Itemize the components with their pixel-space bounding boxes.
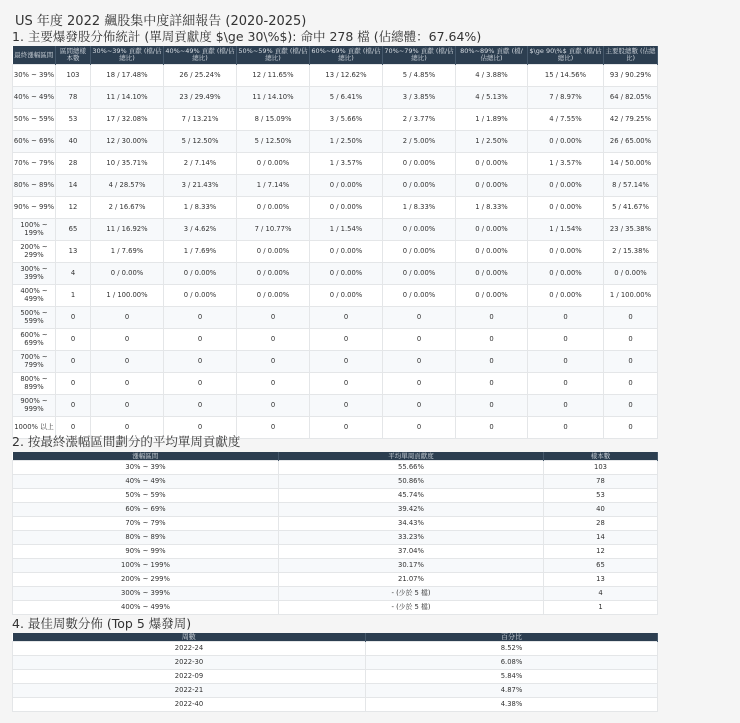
table-cell: 0	[456, 307, 528, 329]
table-cell: 0	[164, 373, 237, 395]
table-cell: 0	[310, 351, 383, 373]
table-cell: 0	[456, 395, 528, 417]
table-cell: 0 / 0.00%	[456, 263, 528, 285]
table-cell: 0 / 0.00%	[383, 285, 456, 307]
table-cell: 0 / 0.00%	[310, 263, 383, 285]
table-cell: 4	[56, 263, 91, 285]
table-cell: 2022-24	[13, 642, 366, 656]
table-cell: 1 / 8.33%	[383, 197, 456, 219]
table-cell: 50.86%	[279, 475, 544, 489]
table-cell: 8 / 57.14%	[604, 175, 658, 197]
table-cell: 2 / 3.77%	[383, 109, 456, 131]
table-cell: 3 / 21.43%	[164, 175, 237, 197]
table-cell: 37.04%	[279, 545, 544, 559]
table-cell: 0	[456, 351, 528, 373]
table-cell: 300% ~ 399%	[13, 263, 56, 285]
table-row	[13, 241, 658, 263]
table-cell: 0	[237, 373, 310, 395]
table-cell: 2022-40	[13, 698, 366, 712]
table-cell: 5 / 12.50%	[164, 131, 237, 153]
table-cell: 70% ~ 79%	[13, 517, 279, 531]
table-row	[13, 131, 658, 153]
column-header: 百分比	[366, 633, 658, 642]
table-cell: 11 / 16.92%	[91, 219, 164, 241]
table-cell: 40% ~ 49%	[13, 87, 56, 109]
table-cell: 0	[91, 417, 164, 439]
table-cell: 13	[544, 573, 658, 587]
table-cell: 0	[56, 329, 91, 351]
table-cell: 0 / 0.00%	[456, 175, 528, 197]
table-cell: 2022-30	[13, 656, 366, 670]
table-cell: 0	[310, 329, 383, 351]
table-cell: 0	[237, 307, 310, 329]
table-cell: 0 / 0.00%	[383, 241, 456, 263]
table-row	[13, 109, 658, 131]
table-cell: 78	[56, 87, 91, 109]
table-row	[13, 461, 658, 475]
table-cell: 0	[528, 417, 604, 439]
table-cell: 400% ~ 499%	[13, 285, 56, 307]
table-cell: 0	[56, 351, 91, 373]
table-cell: 0 / 0.00%	[310, 241, 383, 263]
table-cell: 18 / 17.48%	[91, 65, 164, 87]
table-row	[13, 373, 658, 395]
table-cell: 0 / 0.00%	[383, 263, 456, 285]
table-cell: 1000% 以上	[13, 417, 56, 439]
table-cell: 13 / 12.62%	[310, 65, 383, 87]
table-cell: 3 / 4.62%	[164, 219, 237, 241]
table-cell: 1	[56, 285, 91, 307]
table-cell: 21.07%	[279, 573, 544, 587]
table-cell: 17 / 32.08%	[91, 109, 164, 131]
table-cell: 0	[456, 373, 528, 395]
table-cell: 0	[91, 351, 164, 373]
table-row	[13, 351, 658, 373]
table-cell: 0	[604, 395, 658, 417]
column-header: 50%~59% 貢獻 (檔/佔總比)	[237, 46, 310, 65]
table-cell: 12	[56, 197, 91, 219]
column-header: 60%~69% 貢獻 (檔/佔總比)	[310, 46, 383, 65]
table-cell: 1 / 2.50%	[310, 131, 383, 153]
table-cell: 4 / 28.57%	[91, 175, 164, 197]
table-cell: 103	[56, 65, 91, 87]
table-cell: 4	[544, 587, 658, 601]
table-cell: 0	[164, 395, 237, 417]
table-cell: 0 / 0.00%	[310, 285, 383, 307]
table-cell: 0	[528, 307, 604, 329]
table-cell: 2 / 16.67%	[91, 197, 164, 219]
table-cell: 80% ~ 89%	[13, 175, 56, 197]
table-cell: 65	[544, 559, 658, 573]
table-cell: 300% ~ 399%	[13, 587, 279, 601]
table-row	[13, 587, 658, 601]
table-cell: 3 / 5.66%	[310, 109, 383, 131]
table-cell: 103	[544, 461, 658, 475]
table-cell: 600% ~ 699%	[13, 329, 56, 351]
column-header: 70%~79% 貢獻 (檔/佔總比)	[383, 46, 456, 65]
table-cell: 0	[604, 417, 658, 439]
table-cell: 0 / 0.00%	[528, 241, 604, 263]
column-header: 最終漲幅區間	[13, 46, 56, 65]
table-cell: 5 / 6.41%	[310, 87, 383, 109]
table-cell: 4 / 3.88%	[456, 65, 528, 87]
table-cell: 0 / 0.00%	[383, 175, 456, 197]
table-cell: 4.38%	[366, 698, 658, 712]
table-cell: 42 / 79.25%	[604, 109, 658, 131]
table-cell: 0 / 0.00%	[237, 153, 310, 175]
table-cell: 1	[544, 601, 658, 615]
table-cell: - (少於 5 檔)	[279, 587, 544, 601]
table-cell: 1 / 7.14%	[237, 175, 310, 197]
table-cell: 0 / 0.00%	[383, 153, 456, 175]
table-cell: 0	[528, 351, 604, 373]
table-cell: 30% ~ 39%	[13, 65, 56, 87]
table-cell: 0	[164, 351, 237, 373]
table-cell: 0 / 0.00%	[528, 197, 604, 219]
table-cell: 34.43%	[279, 517, 544, 531]
table-cell: 0 / 0.00%	[237, 263, 310, 285]
table-header-row	[13, 452, 658, 461]
table-cell: 0	[528, 329, 604, 351]
table-cell: 0	[91, 329, 164, 351]
table-cell: 0 / 0.00%	[310, 175, 383, 197]
table-cell: 0	[237, 329, 310, 351]
table-row	[13, 219, 658, 241]
table-cell: 4 / 7.55%	[528, 109, 604, 131]
table-cell: 0	[91, 307, 164, 329]
section1-title: 1. 主要爆發股分佈統計 (單周貢獻度 $\ge 30\%$): 命中 278 檔 (佔總體：67.64%)	[12, 29, 482, 44]
table-cell: 39.42%	[279, 503, 544, 517]
table-cell: 5 / 41.67%	[604, 197, 658, 219]
table-cell: 78	[544, 475, 658, 489]
table-cell: 0	[456, 329, 528, 351]
table-row	[13, 475, 658, 489]
table-cell: 100% ~ 199%	[13, 559, 279, 573]
table-cell: 0	[310, 395, 383, 417]
table-cell: 100% ~ 199%	[13, 219, 56, 241]
table-cell: 0	[164, 417, 237, 439]
table-cell: 0 / 0.00%	[604, 263, 658, 285]
table-cell: 0	[91, 373, 164, 395]
table-row	[13, 684, 658, 698]
table-cell: 2022-09	[13, 670, 366, 684]
table-row	[13, 698, 658, 712]
column-header: 漲幅區間	[13, 452, 279, 461]
table-cell: 30.17%	[279, 559, 544, 573]
table-row	[13, 642, 658, 656]
table-cell: 0	[56, 373, 91, 395]
table-cell: 8 / 15.09%	[237, 109, 310, 131]
table-row	[13, 545, 658, 559]
table-cell: 7 / 13.21%	[164, 109, 237, 131]
table-cell: 10 / 35.71%	[91, 153, 164, 175]
table-cell: 0	[56, 417, 91, 439]
table-cell: 0 / 0.00%	[310, 197, 383, 219]
table-cell: 4 / 5.13%	[456, 87, 528, 109]
table-cell: 12 / 30.00%	[91, 131, 164, 153]
table-row	[13, 65, 658, 87]
table-cell: 14	[544, 531, 658, 545]
table-row	[13, 329, 658, 351]
table-cell: 40	[544, 503, 658, 517]
table-cell: 0	[237, 351, 310, 373]
table-cell: 1 / 100.00%	[604, 285, 658, 307]
table-cell: 80% ~ 89%	[13, 531, 279, 545]
table-cell: 0	[383, 307, 456, 329]
table-cell: 0 / 0.00%	[91, 263, 164, 285]
table-row	[13, 175, 658, 197]
table-cell: 1 / 1.54%	[528, 219, 604, 241]
table-cell: 60% ~ 69%	[13, 131, 56, 153]
top-weeks-table	[12, 633, 658, 712]
table-header-row	[13, 46, 658, 65]
table-cell: 0 / 0.00%	[383, 219, 456, 241]
table-cell: 400% ~ 499%	[13, 601, 279, 615]
table-cell: 3 / 3.85%	[383, 87, 456, 109]
table-cell: 11 / 14.10%	[91, 87, 164, 109]
table-cell: 2 / 5.00%	[383, 131, 456, 153]
table-cell: 0 / 0.00%	[237, 285, 310, 307]
table-row	[13, 517, 658, 531]
column-header: 主要股總數 (佔總比)	[604, 46, 658, 65]
table-cell: 0 / 0.00%	[528, 263, 604, 285]
table-cell: 0	[604, 351, 658, 373]
table-cell: 200% ~ 299%	[13, 573, 279, 587]
table-cell: 500% ~ 599%	[13, 307, 56, 329]
table-cell: 5.84%	[366, 670, 658, 684]
table-cell: 1 / 3.57%	[310, 153, 383, 175]
table-cell: 5 / 12.50%	[237, 131, 310, 153]
table-cell: 23 / 35.38%	[604, 219, 658, 241]
table-cell: 0 / 0.00%	[456, 241, 528, 263]
table-cell: 33.23%	[279, 531, 544, 545]
table-cell: 28	[544, 517, 658, 531]
table-cell: 12 / 11.65%	[237, 65, 310, 87]
table-row	[13, 87, 658, 109]
table-cell: 0 / 0.00%	[164, 285, 237, 307]
table-cell: 0 / 0.00%	[528, 131, 604, 153]
table-cell: 0 / 0.00%	[456, 285, 528, 307]
table-cell: 0	[310, 417, 383, 439]
table-cell: 0	[237, 417, 310, 439]
table-cell: 0 / 0.00%	[456, 219, 528, 241]
table-cell: 7 / 10.77%	[237, 219, 310, 241]
table-cell: - (少於 5 檔)	[279, 601, 544, 615]
table-cell: 2 / 7.14%	[164, 153, 237, 175]
table-row	[13, 573, 658, 587]
table-cell: 90% ~ 99%	[13, 197, 56, 219]
table-cell: 0	[528, 395, 604, 417]
column-header: 樣本數	[544, 452, 658, 461]
table-cell: 0	[383, 417, 456, 439]
table-cell: 7 / 8.97%	[528, 87, 604, 109]
table-cell: 12	[544, 545, 658, 559]
table-cell: 28	[56, 153, 91, 175]
table-cell: 70% ~ 79%	[13, 153, 56, 175]
table-row	[13, 395, 658, 417]
table-cell: 50% ~ 59%	[13, 489, 279, 503]
table-cell: 0	[383, 395, 456, 417]
table-cell: 0	[528, 373, 604, 395]
table-cell: 0	[164, 329, 237, 351]
table-cell: 700% ~ 799%	[13, 351, 56, 373]
table-cell: 1 / 7.69%	[91, 241, 164, 263]
table-row	[13, 153, 658, 175]
table-cell: 26 / 25.24%	[164, 65, 237, 87]
table-cell: 1 / 2.50%	[456, 131, 528, 153]
table-cell: 40% ~ 49%	[13, 475, 279, 489]
table-cell: 8.52%	[366, 642, 658, 656]
table-row	[13, 503, 658, 517]
table-cell: 0 / 0.00%	[528, 285, 604, 307]
column-header: 80%~89% 貢獻 (檔/佔總比)	[456, 46, 528, 65]
table-cell: 0	[56, 307, 91, 329]
column-header: 周數	[13, 633, 366, 642]
table-cell: 93 / 90.29%	[604, 65, 658, 87]
table-cell: 90% ~ 99%	[13, 545, 279, 559]
table-cell: 0	[164, 307, 237, 329]
table-row	[13, 670, 658, 684]
table-cell: 1 / 8.33%	[456, 197, 528, 219]
table-cell: 0	[91, 395, 164, 417]
report-title: US 年度 2022 飆股集中度詳細報告 (2020-2025)	[15, 14, 307, 29]
table-row	[13, 531, 658, 545]
table-cell: 1 / 3.57%	[528, 153, 604, 175]
table-cell: 15 / 14.56%	[528, 65, 604, 87]
table-cell: 0	[604, 329, 658, 351]
table-cell: 11 / 14.10%	[237, 87, 310, 109]
table-cell: 4.87%	[366, 684, 658, 698]
table-cell: 1 / 8.33%	[164, 197, 237, 219]
table-cell: 5 / 4.85%	[383, 65, 456, 87]
section4-title: 4. 最佳周數分佈 (Top 5 爆發周)	[12, 616, 192, 631]
table-cell: 0	[456, 417, 528, 439]
avg-contribution-table	[12, 452, 658, 615]
table-cell: 64 / 82.05%	[604, 87, 658, 109]
column-header: 30%~39% 貢獻 (檔/佔總比)	[91, 46, 164, 65]
table-cell: 0	[237, 395, 310, 417]
table-cell: 1 / 1.89%	[456, 109, 528, 131]
table-cell: 0	[383, 329, 456, 351]
table-cell: 1 / 7.69%	[164, 241, 237, 263]
table-cell: 0 / 0.00%	[164, 263, 237, 285]
section2-title: 2. 按最終漲幅區間劃分的平均單周貢獻度	[12, 434, 241, 449]
table-row	[13, 489, 658, 503]
table-cell: 14	[56, 175, 91, 197]
table-cell: 2 / 15.38%	[604, 241, 658, 263]
table-cell: 800% ~ 899%	[13, 373, 56, 395]
table-cell: 900% ~ 999%	[13, 395, 56, 417]
table-cell: 0	[383, 373, 456, 395]
table-cell: 45.74%	[279, 489, 544, 503]
table-row	[13, 263, 658, 285]
table-cell: 23 / 29.49%	[164, 87, 237, 109]
table-cell: 6.08%	[366, 656, 658, 670]
table-cell: 0	[604, 307, 658, 329]
distribution-table	[12, 46, 658, 439]
table-cell: 0 / 0.00%	[237, 241, 310, 263]
table-cell: 53	[544, 489, 658, 503]
table-cell: 0 / 0.00%	[237, 197, 310, 219]
table-cell: 13	[56, 241, 91, 263]
column-header: $\ge 90\%$ 貢獻 (檔/佔總比)	[528, 46, 604, 65]
table-cell: 0 / 0.00%	[456, 153, 528, 175]
table-cell: 0 / 0.00%	[528, 175, 604, 197]
table-cell: 1 / 100.00%	[91, 285, 164, 307]
table-cell: 14 / 50.00%	[604, 153, 658, 175]
table-cell: 1 / 1.54%	[310, 219, 383, 241]
column-header: 平均單周貢獻度	[279, 452, 544, 461]
table-cell: 53	[56, 109, 91, 131]
table-cell: 0	[56, 395, 91, 417]
table-cell: 0	[604, 373, 658, 395]
table-row	[13, 307, 658, 329]
table-cell: 0	[383, 351, 456, 373]
table-cell: 26 / 65.00%	[604, 131, 658, 153]
table-cell: 50% ~ 59%	[13, 109, 56, 131]
table-cell: 2022-21	[13, 684, 366, 698]
table-cell: 40	[56, 131, 91, 153]
table-row	[13, 656, 658, 670]
table-cell: 200% ~ 299%	[13, 241, 56, 263]
table-cell: 65	[56, 219, 91, 241]
table-row	[13, 601, 658, 615]
table-header-row	[13, 633, 658, 642]
table-cell: 55.66%	[279, 461, 544, 475]
column-header: 區間總樣本數	[56, 46, 91, 65]
table-cell: 0	[310, 373, 383, 395]
table-row	[13, 197, 658, 219]
table-row	[13, 285, 658, 307]
table-cell: 30% ~ 39%	[13, 461, 279, 475]
table-cell: 0	[310, 307, 383, 329]
table-cell: 60% ~ 69%	[13, 503, 279, 517]
table-row	[13, 559, 658, 573]
column-header: 40%~49% 貢獻 (檔/佔總比)	[164, 46, 237, 65]
